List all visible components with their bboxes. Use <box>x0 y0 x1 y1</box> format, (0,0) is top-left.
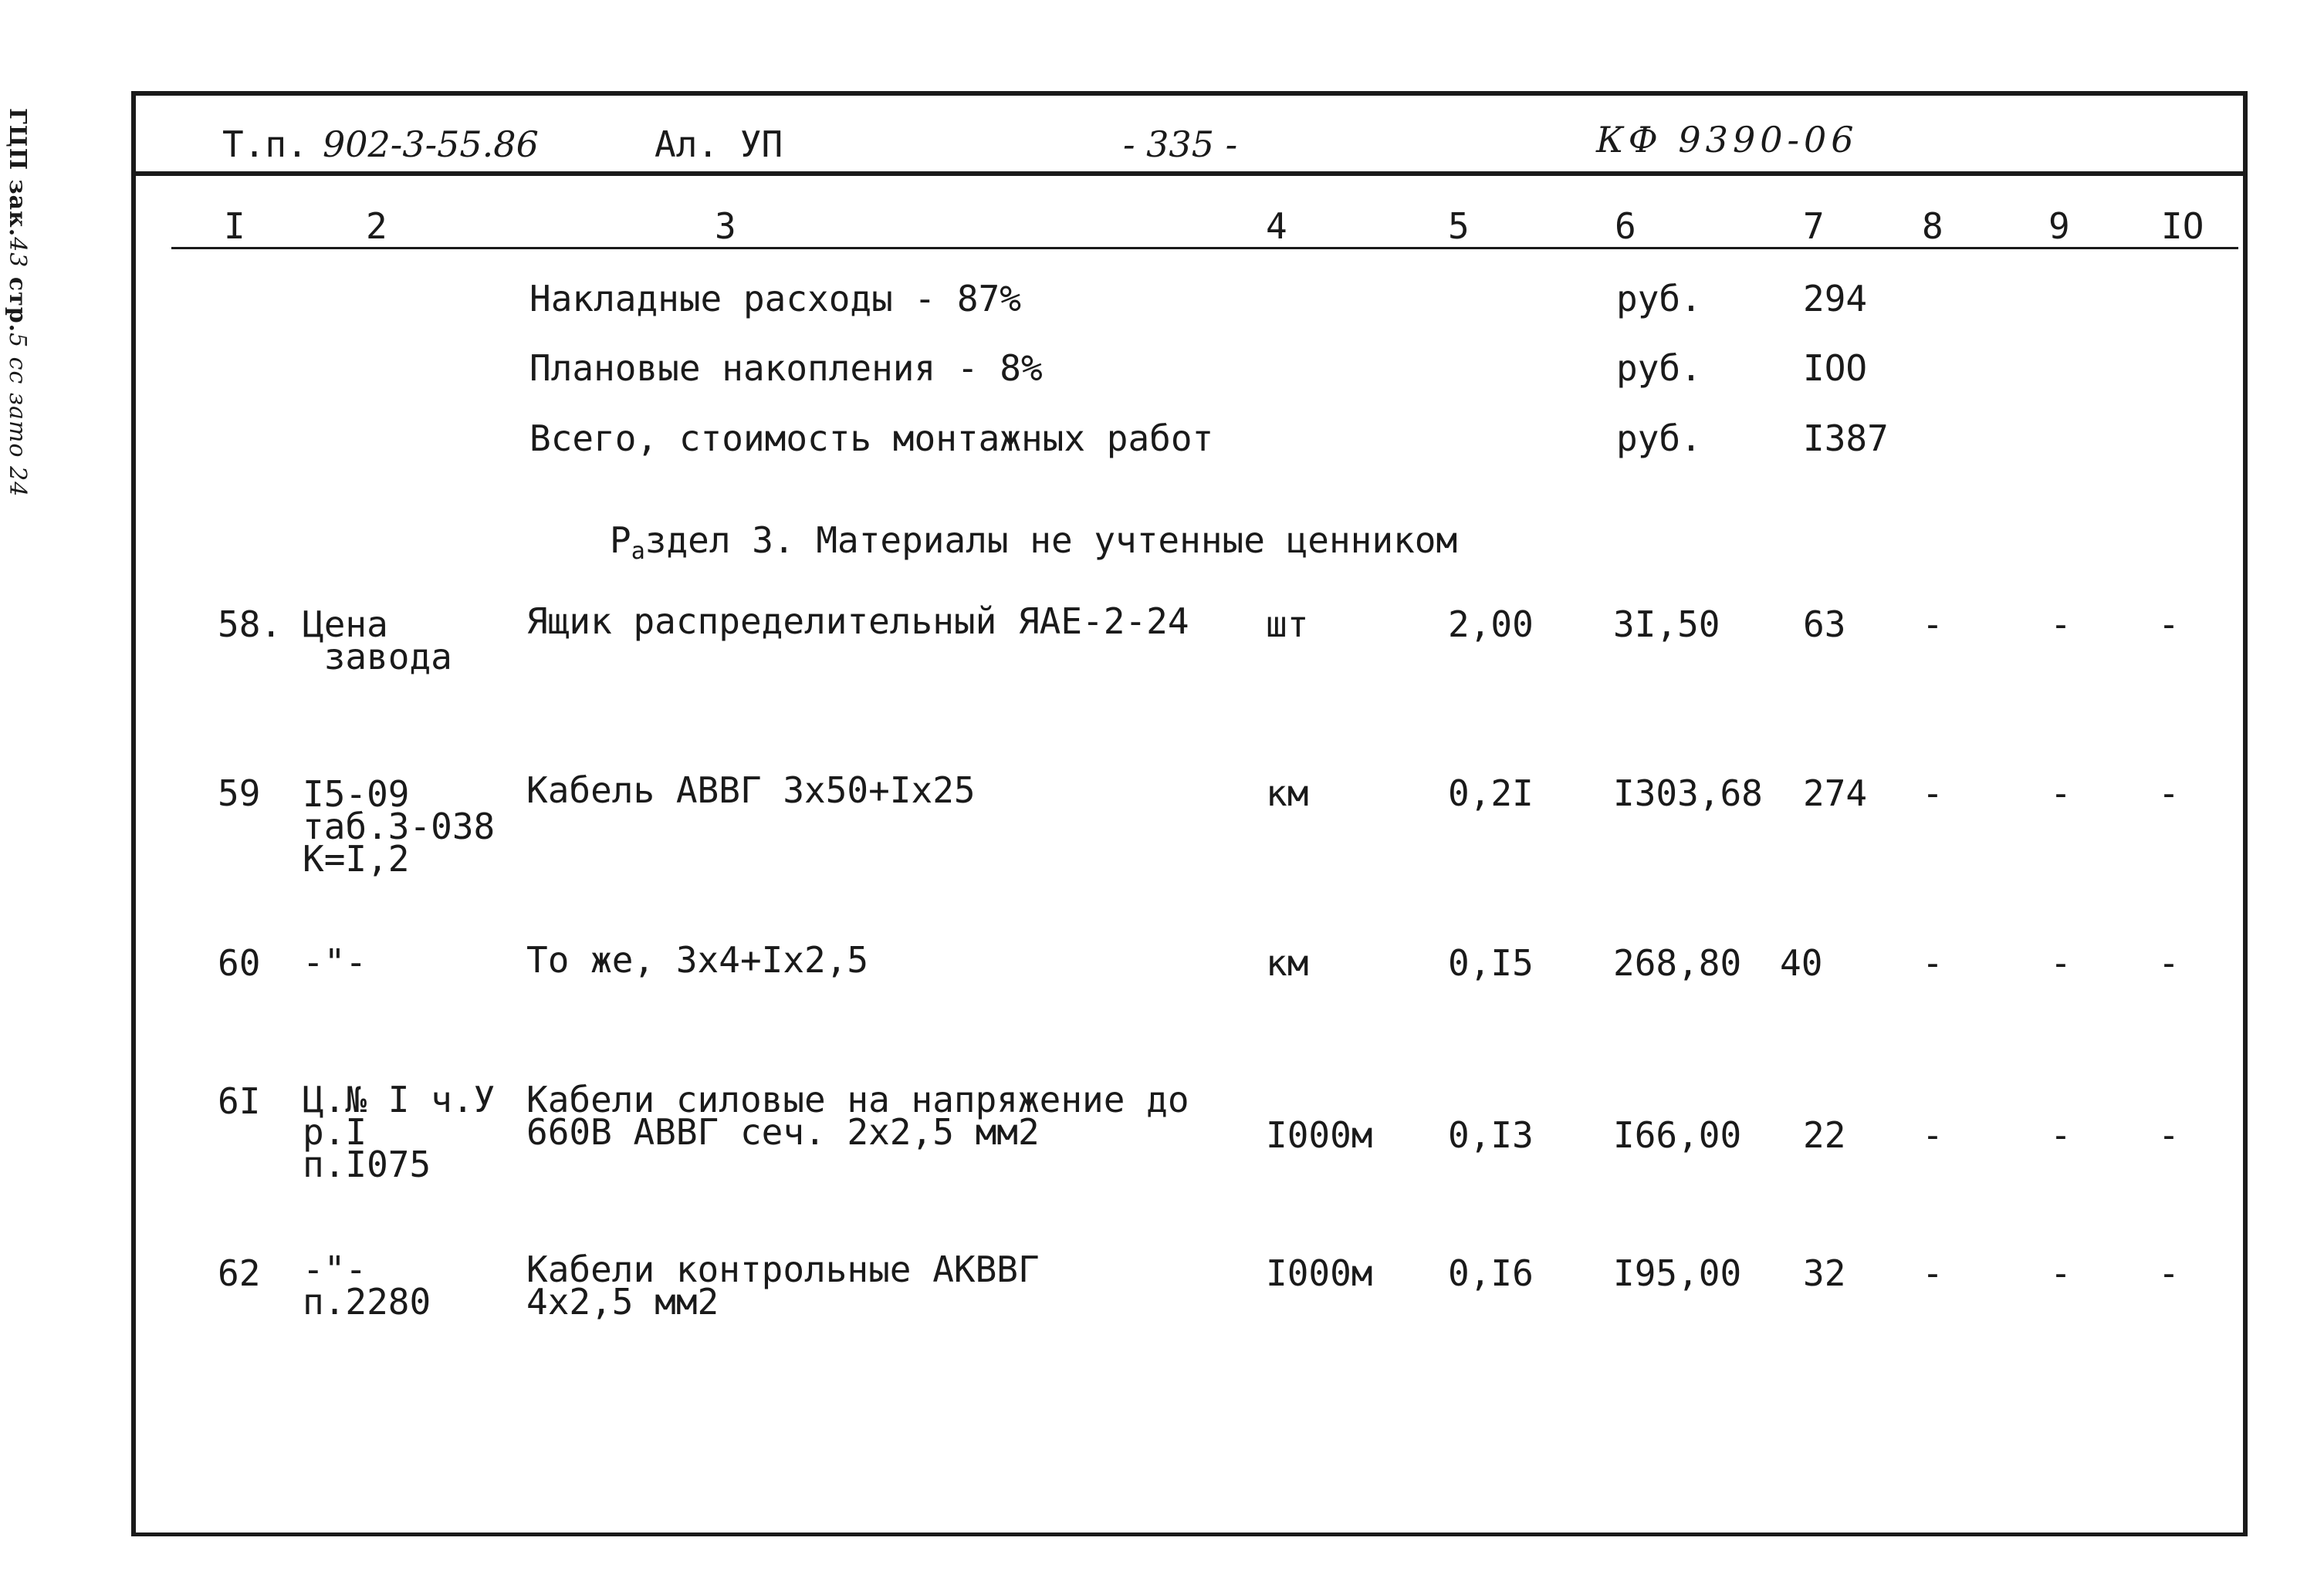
row-total: 40 <box>1780 942 1823 984</box>
col-4: 4 <box>1266 205 1287 247</box>
summary-unit: руб. <box>1616 417 1702 459</box>
col-8: 8 <box>1922 205 1943 247</box>
row-name: Кабели контрольные АКВВГ 4х2,5 мм2 <box>526 1249 1040 1323</box>
row-price: 268,80 <box>1613 942 1742 984</box>
row-col10: - <box>2158 1114 2180 1156</box>
row-total: 274 <box>1803 772 1868 814</box>
section-title-sub: а <box>631 538 645 565</box>
section-title-rest: здел 3. Материалы не учтенные ценником <box>644 519 1458 561</box>
row-qty: 0,I5 <box>1448 942 1534 984</box>
stamp-str: стр. <box>4 276 31 333</box>
stamp-tail: сс зато 24 <box>4 357 31 498</box>
row-basis: I5-09 таб.3-038 К=I,2 <box>303 773 496 880</box>
stamp-zak-num: 43 <box>4 237 31 269</box>
row-total: 32 <box>1803 1252 1846 1294</box>
row-col10: - <box>2158 942 2180 984</box>
row-col9: - <box>2050 603 2072 645</box>
row-price: I95,00 <box>1613 1252 1742 1294</box>
row-col8: - <box>1922 1114 1943 1156</box>
col-5: 5 <box>1448 205 1470 247</box>
col-1: I <box>224 205 245 247</box>
row-col9: - <box>2050 942 2072 984</box>
row-qty: 2,00 <box>1448 603 1534 645</box>
row-name: То же, 3х4+Iх2,5 <box>526 939 869 981</box>
row-col9: - <box>2050 772 2072 814</box>
section-title-prefix: Р <box>610 519 631 561</box>
col-10: IO <box>2161 205 2204 247</box>
summary-value: IOO <box>1803 347 1868 389</box>
col-2: 2 <box>366 205 387 247</box>
side-stamp <box>4 108 31 497</box>
row-col10: - <box>2158 772 2180 814</box>
row-unit: км <box>1266 942 1309 984</box>
row-basis: -"- п.2280 <box>303 1249 431 1323</box>
document-code: КФ 9390-06 <box>1596 119 1859 161</box>
row-basis: Ц.№ I ч.У р.I п.I075 <box>303 1079 496 1185</box>
row-qty: 0,I6 <box>1448 1252 1534 1294</box>
stamp-prefix: ГЦП <box>4 108 31 171</box>
row-qty: 0,I3 <box>1448 1114 1534 1156</box>
summary-value: 294 <box>1803 278 1868 319</box>
row-number: 59 <box>218 772 261 814</box>
row-number: 62 <box>218 1252 261 1294</box>
doc-prefix: Т.п. <box>222 123 308 165</box>
row-col10: - <box>2158 1252 2180 1294</box>
album-label: Ал. УП <box>655 123 783 165</box>
row-basis: Цена завода <box>303 603 452 678</box>
row-col9: - <box>2050 1114 2072 1156</box>
row-col8: - <box>1922 942 1943 984</box>
row-total: 22 <box>1803 1114 1846 1156</box>
row-unit: I000м <box>1266 1252 1373 1294</box>
doc-number: 902-3-55.86 <box>323 123 539 165</box>
summary-label: Всего, стоимость монтажных работ <box>529 417 1214 459</box>
stamp-zak: зак. <box>4 179 31 238</box>
summary-label: Плановые накопления - 8% <box>529 347 1043 389</box>
row-price: I66,00 <box>1613 1114 1742 1156</box>
summary-value: I387 <box>1803 417 1889 459</box>
row-total: 63 <box>1803 603 1846 645</box>
row-unit: шт <box>1266 603 1309 645</box>
row-col8: - <box>1922 1252 1943 1294</box>
row-unit: км <box>1266 772 1309 814</box>
summary-label: Накладные расходы - 87% <box>529 278 1021 319</box>
col-9: 9 <box>2048 205 2070 247</box>
header-rule <box>136 171 2243 176</box>
row-col10: - <box>2158 603 2180 645</box>
row-name: Ящик распределительный ЯАЕ-2-24 <box>526 600 1189 642</box>
row-number: 60 <box>218 942 261 984</box>
col-7: 7 <box>1803 205 1825 247</box>
row-basis: -"- <box>303 941 367 983</box>
row-qty: 0,2I <box>1448 772 1534 814</box>
row-number: 58. <box>218 603 282 645</box>
row-unit: I000м <box>1266 1114 1373 1156</box>
row-col9: - <box>2050 1252 2072 1294</box>
summary-unit: руб. <box>1616 278 1702 319</box>
stamp-str-num: 5 <box>4 333 31 349</box>
summary-unit: руб. <box>1616 347 1702 389</box>
row-name: Кабели силовые на напряжение до 660В АВВГ сеч. 2х2,5 мм2 <box>526 1079 1189 1153</box>
row-col8: - <box>1922 772 1943 814</box>
col-6: 6 <box>1615 205 1636 247</box>
row-price: 3I,50 <box>1613 603 1720 645</box>
column-header-rule <box>171 247 2238 249</box>
row-number: 6I <box>218 1080 261 1122</box>
row-col8: - <box>1922 603 1943 645</box>
row-name: Кабель АВВГ 3х50+Iх25 <box>526 769 976 811</box>
section-title <box>610 521 1457 571</box>
col-3: 3 <box>715 205 736 247</box>
page-number: - 335 - <box>1123 123 1238 165</box>
row-price: I303,68 <box>1613 772 1763 814</box>
